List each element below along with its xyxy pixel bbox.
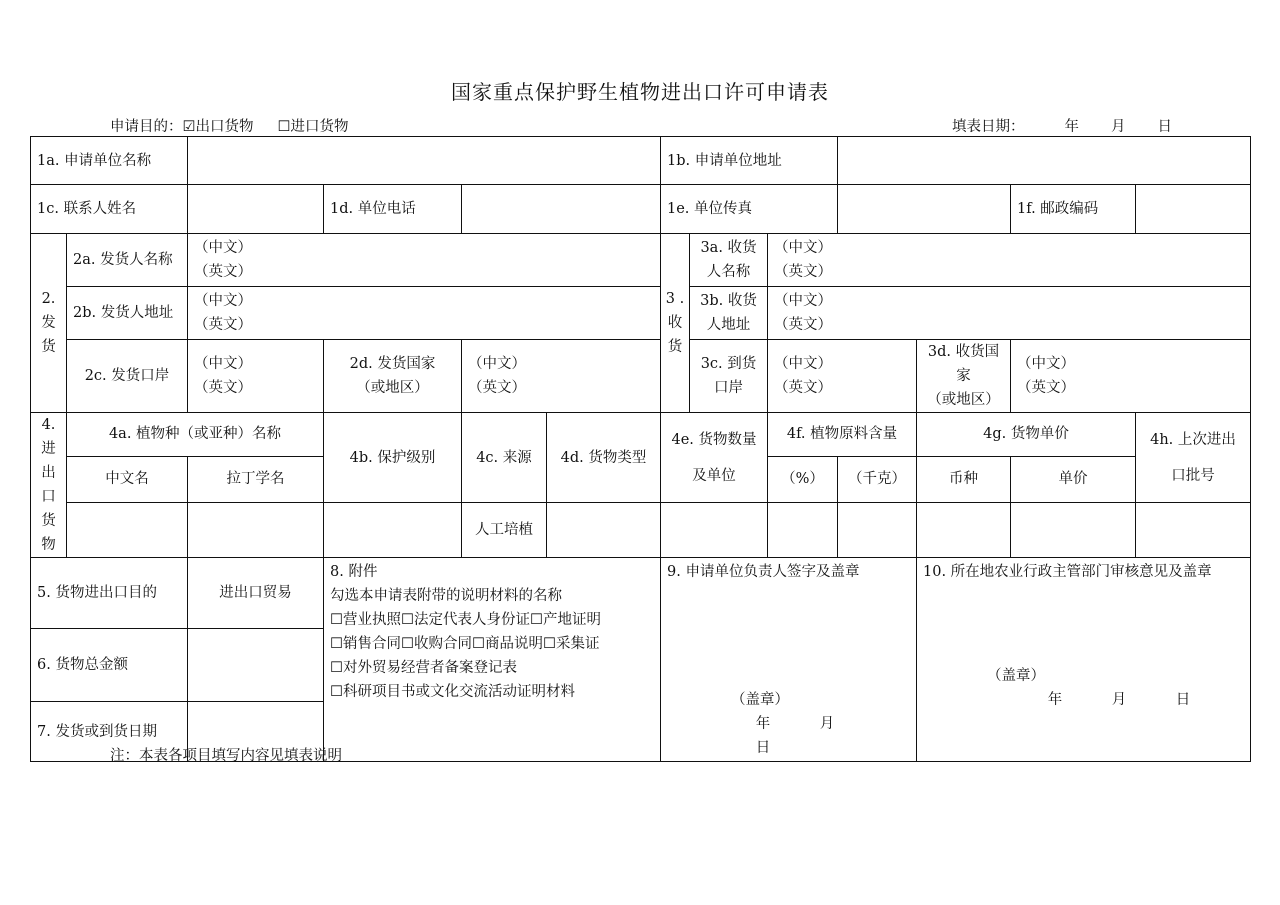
header-4a-chinese-name: 中文名: [67, 456, 188, 503]
header-4h-line1: 4h. 上次进出: [1150, 431, 1236, 448]
input-3a[interactable]: [768, 234, 1251, 287]
section-4-goods: 4. 进 出 口 货 物: [31, 413, 67, 558]
input-3b[interactable]: [768, 287, 1251, 340]
input-5[interactable]: 进出口贸易: [188, 558, 324, 629]
input-4a-latin-name[interactable]: [188, 503, 324, 558]
header-4e-line1: 4e. 货物数量: [671, 431, 757, 448]
input-4g-currency[interactable]: [917, 503, 1011, 558]
input-4a-chinese-name[interactable]: [67, 503, 188, 558]
input-4b[interactable]: [324, 503, 462, 558]
fill-date-month: 月: [1111, 119, 1126, 135]
input-4e[interactable]: [661, 503, 768, 558]
input-6[interactable]: [188, 629, 324, 702]
header-4d: 4d. 货物类型: [547, 413, 661, 503]
label-3a: [690, 234, 768, 287]
chinese-tag: （中文）: [468, 356, 526, 372]
purpose-row: [110, 115, 349, 136]
review-title: 10. 所在地农业行政主管部门审核意见及盖章: [923, 564, 1212, 580]
attachments-option-line-2[interactable]: ☐销售合同☐收购合同☐商品说明☐采集证: [330, 636, 600, 652]
input-4c[interactable]: 人工培植: [462, 503, 547, 558]
header-4a-latin-name: 拉丁学名: [188, 456, 324, 503]
header-4e-line2: 及单位: [692, 467, 736, 484]
label-1f: 1f. 邮政编码: [1011, 185, 1136, 234]
english-tag: （英文）: [194, 380, 252, 396]
english-tag: （英文）: [1017, 380, 1075, 396]
label-3c: [690, 340, 768, 413]
input-2a[interactable]: [188, 234, 661, 287]
chinese-tag: （中文）: [774, 356, 832, 372]
input-1c[interactable]: [188, 185, 324, 234]
input-2c[interactable]: [188, 340, 324, 413]
chinese-tag: （中文）: [194, 356, 252, 372]
attachments-instruction: 勾选本申请表附带的说明材料的名称: [330, 588, 562, 604]
input-1d[interactable]: [462, 185, 661, 234]
header-4f: 4f. 植物原料含量: [768, 413, 917, 457]
review-date: 年 月 日: [1047, 692, 1191, 708]
header-4a: 4a. 植物种（或亚种）名称: [67, 413, 324, 457]
label-7: 7. 发货或到货日期: [31, 702, 188, 762]
header-4g-currency: 币种: [917, 456, 1011, 503]
input-4f-percent[interactable]: [768, 503, 838, 558]
purpose-label: 申请目的：: [110, 119, 183, 135]
chinese-tag: （中文）: [194, 240, 252, 256]
section-8-attachments: [324, 558, 661, 762]
attachments-option-line-3[interactable]: ☐对外贸易经营者备案登记表: [330, 660, 517, 676]
input-4g-unit-price[interactable]: [1011, 503, 1136, 558]
purpose-import-checkbox[interactable]: ☐进口货物: [277, 119, 349, 135]
english-tag: （英文）: [468, 380, 526, 396]
header-4c: 4c. 来源: [462, 413, 547, 503]
header-4g: 4g. 货物单价: [917, 413, 1136, 457]
header-4f-kg: （千克）: [838, 456, 917, 503]
label-2a: 2a. 发货人名称: [67, 234, 188, 287]
section-9-applicant-signature[interactable]: [661, 558, 917, 762]
fill-date-day: 日: [1157, 119, 1172, 135]
label-1d: 1d. 单位电话: [324, 185, 462, 234]
section-2-shipper: 2. 发 货: [31, 234, 67, 413]
english-tag: （英文）: [194, 317, 252, 333]
chinese-tag: （中文）: [1017, 356, 1075, 372]
input-4d[interactable]: [547, 503, 661, 558]
seal-label: （盖章）: [731, 692, 789, 708]
header-4h-line2: 口批号: [1171, 467, 1215, 484]
english-tag: （英文）: [774, 380, 832, 396]
english-tag: （英文）: [774, 264, 832, 280]
header-4e: [661, 413, 768, 503]
label-2d-line2: （或地区）: [356, 380, 429, 396]
input-3c[interactable]: [768, 340, 917, 413]
fill-date: [952, 115, 1172, 136]
label-5: 5. 货物进出口目的: [31, 558, 188, 629]
input-4f-kg[interactable]: [838, 503, 917, 558]
attachments-option-line-4[interactable]: ☐科研项目书或文化交流活动证明材料: [330, 684, 575, 700]
label-3d-line1: 3d. 收货国家: [927, 344, 1000, 384]
label-3a-line1: 3a. 收货: [700, 240, 757, 256]
input-2b[interactable]: [188, 287, 661, 340]
attachments-option-line-1[interactable]: ☐营业执照☐法定代表人身份证☐产地证明: [330, 612, 601, 628]
label-3c-line2: 口岸: [714, 380, 743, 396]
chinese-tag: （中文）: [194, 293, 252, 309]
label-2d: [324, 340, 462, 413]
fill-date-label: 填表日期：: [952, 119, 1025, 135]
signature-title: 9. 申请单位负责人签字及盖章: [667, 564, 860, 580]
label-3b: [690, 287, 768, 340]
input-3d[interactable]: [1011, 340, 1251, 413]
signature-date: 年 月日: [755, 716, 835, 756]
chinese-tag: （中文）: [774, 240, 832, 256]
label-3a-line2: 人名称: [706, 264, 751, 280]
input-1f[interactable]: [1136, 185, 1251, 234]
label-3b-line2: 人地址: [706, 317, 751, 333]
header-4g-unit-price: 单价: [1011, 456, 1136, 503]
seal-label: （盖章）: [987, 668, 1045, 684]
section-10-authority-review[interactable]: [917, 558, 1251, 762]
label-6: 6. 货物总金额: [31, 629, 188, 702]
application-form-table: [30, 136, 1251, 762]
footnote: 注：本表各项目填写内容见填表说明: [110, 748, 342, 764]
label-2c: 2c. 发货口岸: [67, 340, 188, 413]
label-2b: 2b. 发货人地址: [67, 287, 188, 340]
label-1c: 1c. 联系人姓名: [31, 185, 188, 234]
label-1e: 1e. 单位传真: [661, 185, 838, 234]
purpose-export-checkbox[interactable]: ☑出口货物: [182, 119, 254, 135]
label-1b: 1b. 申请单位地址: [661, 137, 838, 185]
label-1a: 1a. 申请单位名称: [31, 137, 188, 185]
header-4h: [1136, 413, 1251, 503]
fill-date-year: 年: [1064, 119, 1079, 135]
header-4b: 4b. 保护级别: [324, 413, 462, 503]
attachments-title: 8. 附件: [330, 564, 378, 580]
label-3c-line1: 3c. 到货: [700, 356, 757, 372]
input-4h[interactable]: [1136, 503, 1251, 558]
input-1a[interactable]: [188, 137, 661, 185]
english-tag: （英文）: [774, 317, 832, 333]
label-3d-line2: （或地区）: [927, 392, 1000, 408]
form-title: 国家重点保护野生植物进出口许可申请表: [451, 80, 829, 104]
header-4f-percent: （%）: [768, 456, 838, 503]
input-1b[interactable]: [838, 137, 1251, 185]
english-tag: （英文）: [194, 264, 252, 280]
label-3d: [917, 340, 1011, 413]
section-3-consignee: 3 . 收 货: [661, 234, 690, 413]
input-1e[interactable]: [838, 185, 1011, 234]
chinese-tag: （中文）: [774, 293, 832, 309]
input-2d[interactable]: [462, 340, 661, 413]
label-2d-line1: 2d. 发货国家: [349, 356, 436, 372]
label-3b-line1: 3b. 收货: [700, 293, 757, 309]
